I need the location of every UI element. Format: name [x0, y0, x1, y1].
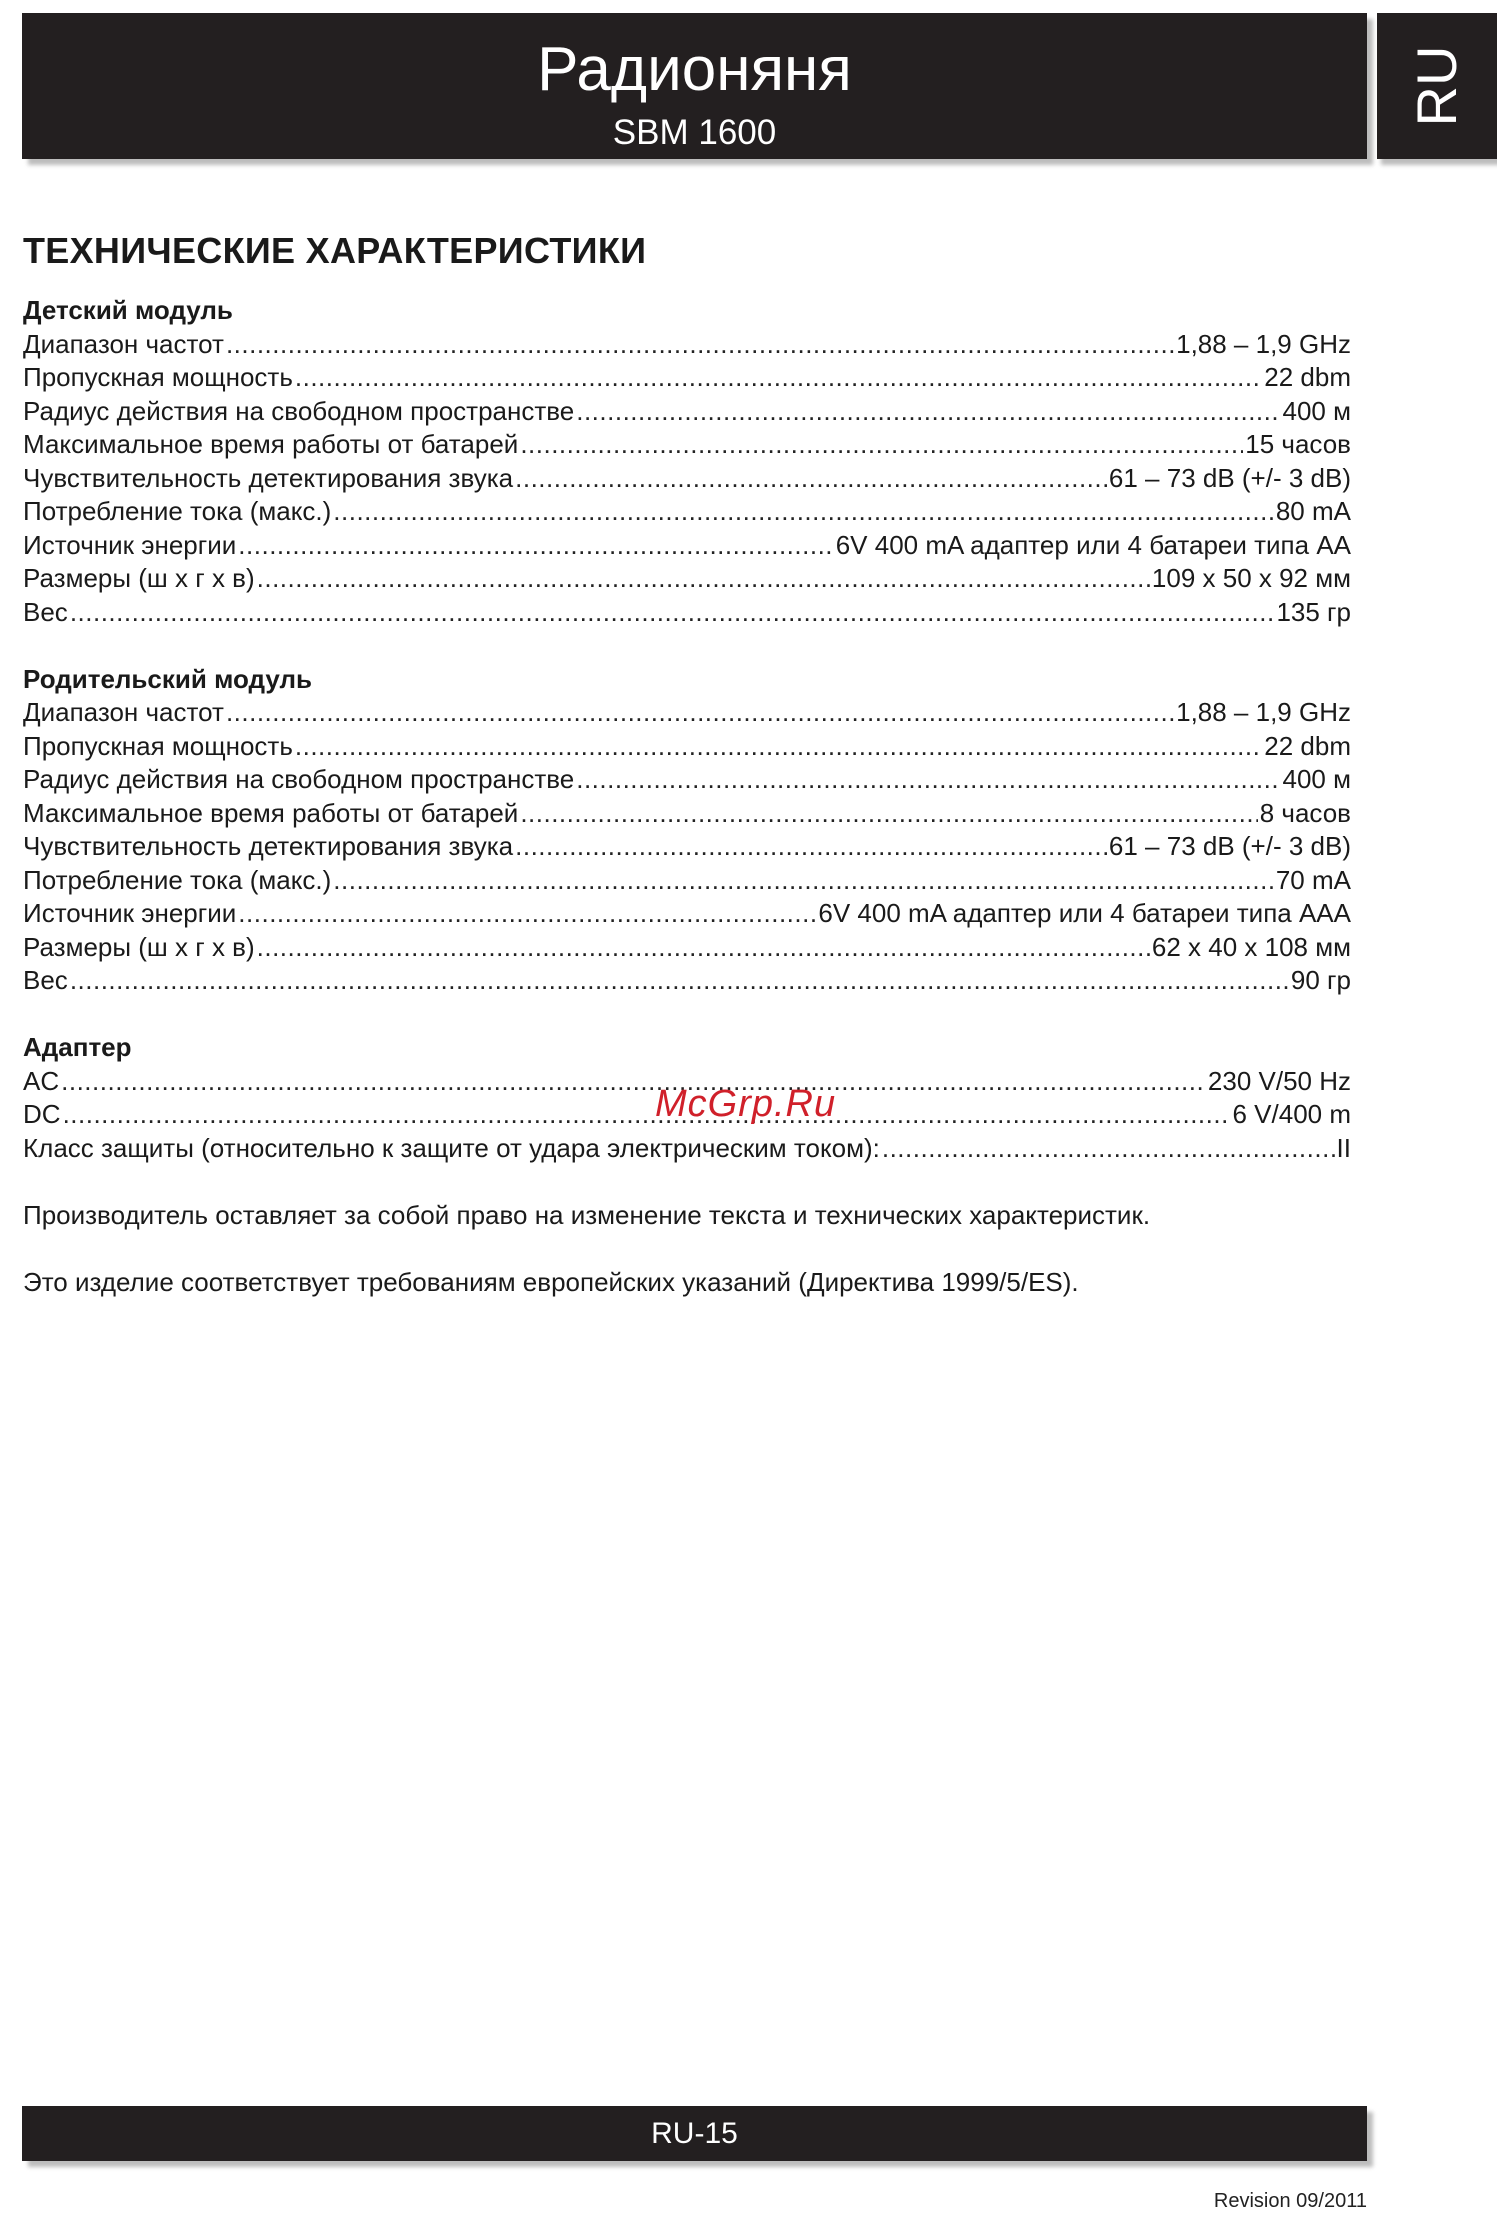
- spec-label: Диапазон частот: [23, 328, 224, 359]
- dot-leader: [238, 529, 833, 563]
- spec-value: 8 часов: [1259, 797, 1351, 828]
- spec-value: 22 dbm: [1264, 730, 1351, 761]
- spec-row: [23, 864, 1351, 898]
- spec-row: [23, 529, 1351, 563]
- spec-label: Диапазон частот: [23, 697, 224, 727]
- spec-value: 400 м: [1282, 395, 1351, 426]
- spec-row: [23, 1132, 1351, 1166]
- spacer: [23, 629, 1351, 663]
- adapter-title: Адаптер: [23, 1032, 132, 1062]
- spec-row: [23, 696, 1351, 730]
- spec-value: 61 – 73 dB (+/- 3 dB): [1108, 831, 1351, 861]
- spacer: [23, 1232, 1351, 1266]
- parent-unit-specs: [23, 696, 1351, 998]
- language-code: RU: [1405, 45, 1468, 127]
- dot-leader: [515, 462, 1107, 496]
- language-tab: [1377, 13, 1497, 159]
- dot-leader: [333, 864, 1274, 898]
- spec-label: Пропускная мощность: [23, 730, 293, 761]
- spec-label: Максимальное время работы от батарей: [23, 429, 519, 459]
- dot-leader: [61, 1065, 1206, 1099]
- dot-leader: [882, 1132, 1335, 1166]
- baby-unit-title: Детский модуль: [23, 295, 233, 325]
- spec-row: [23, 328, 1351, 362]
- spec-row: [23, 428, 1351, 462]
- spec-label: Класс защиты (относительно к защите от удара электрическим током):: [23, 1132, 880, 1163]
- spec-value: 1,88 – 1,9 GHz: [1176, 328, 1351, 359]
- spec-value: 22 dbm: [1264, 362, 1351, 392]
- spec-label: Радиус действия на свободном пространстве: [23, 764, 575, 794]
- dot-leader: [63, 1098, 1231, 1132]
- spec-label: Чувствительность детектирования звука: [23, 831, 514, 861]
- spec-value: 135 гр: [1276, 596, 1351, 627]
- dot-leader: [295, 361, 1262, 395]
- spec-label: Потребление тока (макс.): [23, 864, 332, 895]
- spec-row: [23, 897, 1351, 931]
- baby-unit-specs: [23, 328, 1351, 630]
- spec-row: [23, 562, 1351, 596]
- spec-value: 1,88 – 1,9 GHz: [1176, 697, 1351, 727]
- spec-row: [23, 495, 1351, 529]
- spec-label: Вес: [23, 965, 68, 995]
- spec-value: 90 гр: [1290, 965, 1351, 995]
- spacer: [23, 998, 1351, 1032]
- parent-unit-title: Родительский модуль: [23, 663, 312, 694]
- revision-label: Revision 09/2011: [1213, 2190, 1367, 2212]
- spec-row: [23, 830, 1351, 864]
- spec-value: 80 mA: [1275, 496, 1351, 526]
- spec-value: 400 м: [1282, 764, 1351, 794]
- dot-leader: [520, 797, 1257, 831]
- spec-row: [23, 361, 1351, 395]
- spec-content: [23, 226, 1351, 1299]
- spec-value: 61 – 73 dB (+/- 3 dB): [1108, 462, 1351, 493]
- dot-leader: [226, 328, 1174, 362]
- spec-row: [23, 931, 1351, 965]
- model-subtitle: SBM 1600: [612, 113, 777, 152]
- dot-leader: [70, 964, 1289, 998]
- dot-leader: [238, 897, 816, 931]
- spec-label: Пропускная мощность: [23, 362, 293, 392]
- spec-row: [23, 395, 1351, 429]
- dot-leader: [576, 395, 1280, 429]
- dot-leader: [70, 596, 1275, 630]
- header-bar: [22, 13, 1367, 159]
- spec-value: 109 x 50 x 92 мм: [1151, 563, 1351, 593]
- spec-label: AC: [23, 1065, 60, 1096]
- spec-row: [23, 763, 1351, 797]
- spec-label: Размеры (ш х г х в): [23, 563, 255, 593]
- footer-bar: [22, 2106, 1367, 2161]
- spec-label: Чувствительность детектирования звука: [23, 462, 514, 493]
- spec-value: 6 V/400 m: [1232, 1099, 1351, 1129]
- spec-label: Потребление тока (макс.): [23, 496, 332, 526]
- spec-value: II: [1336, 1132, 1351, 1163]
- spec-value: 6V 400 mA адаптер или 4 батареи типа AAA: [818, 898, 1351, 928]
- dot-leader: [515, 830, 1107, 864]
- spec-value: 6V 400 mA адаптер или 4 батареи типа AA: [835, 529, 1351, 560]
- page-number: RU-15: [651, 2117, 738, 2150]
- spec-value: 230 V/50 Hz: [1207, 1065, 1351, 1096]
- spec-value: 70 mA: [1275, 864, 1351, 895]
- spec-label: Источник энергии: [23, 529, 237, 560]
- spec-row: [23, 462, 1351, 496]
- spec-label: Вес: [23, 596, 68, 627]
- spec-value: 62 x 40 x 108 мм: [1151, 931, 1351, 962]
- section-heading: ТЕХНИЧЕСКИЕ ХАРАКТЕРИСТИКИ: [23, 230, 647, 271]
- spec-label: Радиус действия на свободном пространстве: [23, 395, 575, 426]
- dot-leader: [333, 495, 1274, 529]
- spec-label: Источник энергии: [23, 898, 237, 928]
- page-title: Радионяня: [537, 35, 852, 104]
- dot-leader: [576, 763, 1280, 797]
- spec-row: [23, 797, 1351, 831]
- dot-leader: [295, 730, 1262, 764]
- spec-row: [23, 964, 1351, 998]
- spec-row: [23, 730, 1351, 764]
- spec-label: Максимальное время работы от батарей: [23, 797, 519, 828]
- dot-leader: [257, 931, 1150, 965]
- spec-value: 15 часов: [1245, 429, 1351, 459]
- dot-leader: [257, 562, 1150, 596]
- spec-label: Размеры (ш х г х в): [23, 931, 255, 962]
- disclaimer-text: Производитель оставляет за собой право на изменение текста и технических характеристик.: [23, 1199, 1151, 1230]
- compliance-text: Это изделие соответствует требованиям европейских указаний (Директива 1999/5/ES).: [23, 1266, 1079, 1297]
- watermark-text: McGrp.Ru: [655, 1083, 837, 1125]
- dot-leader: [520, 428, 1243, 462]
- spacer: [23, 1165, 1351, 1199]
- spec-row: [23, 596, 1351, 630]
- spec-label: DC: [23, 1099, 61, 1129]
- dot-leader: [226, 696, 1174, 730]
